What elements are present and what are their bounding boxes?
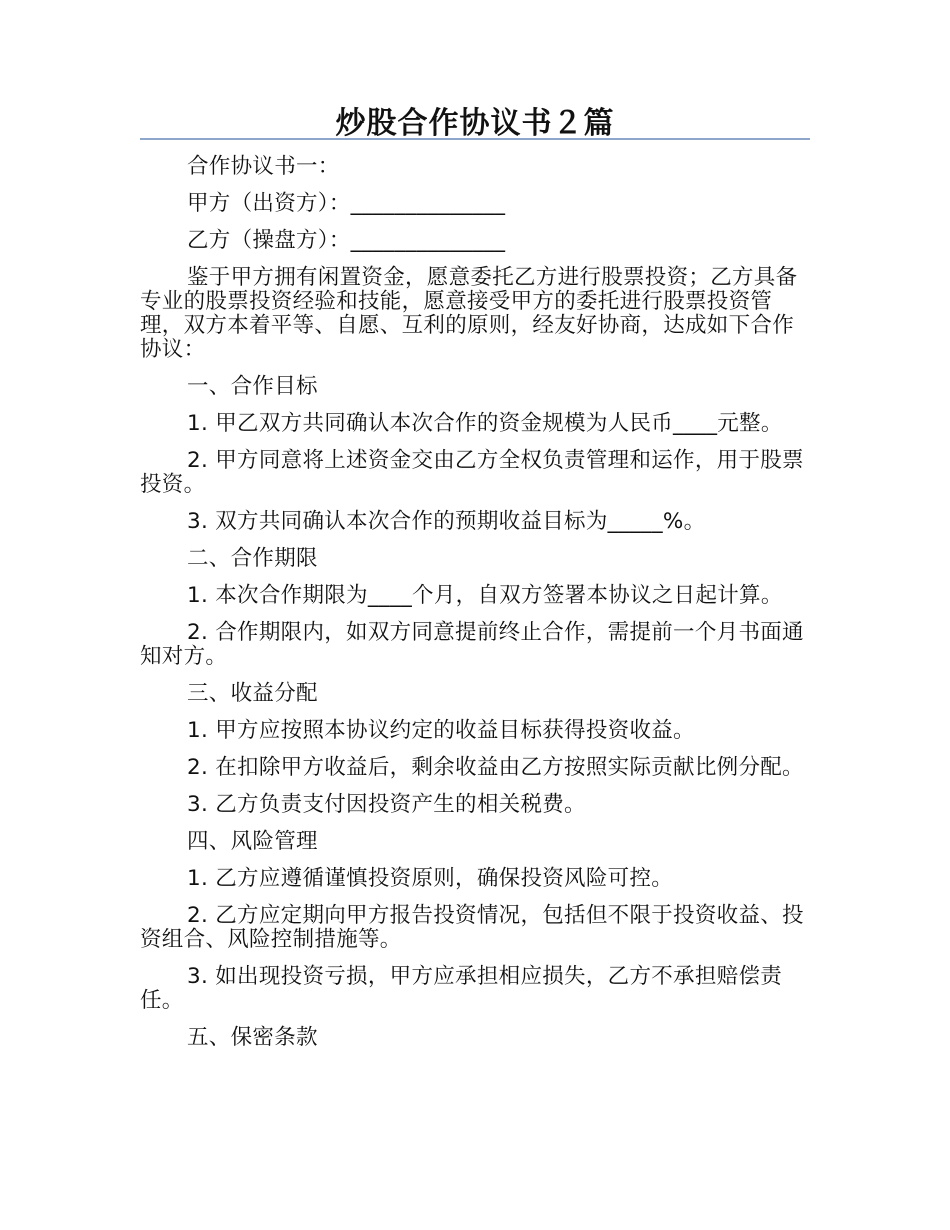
clause-heading: 二、合作期限: [187, 546, 318, 571]
clause-heading: 三、收益分配: [187, 681, 318, 706]
document-body: [140, 155, 810, 1063]
clause-item: 3. 乙方负责支付因投资产生的相关税费。: [187, 792, 586, 817]
clause-heading: 五、保密条款: [187, 1025, 318, 1050]
document-title: 炒股合作协议书２篇: [335, 106, 615, 141]
clause-item: 2. 甲方同意将上述资金交由乙方全权负责管理和运作，用于股票投资。: [140, 448, 804, 497]
title-underline: [140, 138, 810, 140]
party-a-line: 甲方（出资方）：______________: [187, 191, 506, 216]
preamble-paragraph: 鉴于甲方拥有闲置资金，愿意委托乙方进行股票投资；乙方具备专业的股票投资经验和技能，愿意接受甲方的委托进行股票投资管理，双方本着平等、自愿、互利的原则，经友好协商，达成如下合作协议：: [140, 265, 798, 362]
clause-item: 1. 乙方应遵循谨慎投资原则，确保投资风险可控。: [187, 866, 674, 891]
clause-item: 1. 甲方应按照本协议约定的收益目标获得投资收益。: [187, 718, 695, 743]
clause-item: 1. 甲乙双方共同确认本次合作的资金规模为人民币____元整。: [187, 411, 783, 436]
clause-item: 3. 双方共同确认本次合作的预期收益目标为_____%。: [187, 509, 706, 534]
clause-heading: 一、合作目标: [187, 374, 318, 399]
party-b-line: 乙方（操盘方）：______________: [187, 228, 506, 253]
clause-item: 3. 如出现投资亏损，甲方应承担相应损失，乙方不承担赔偿责任。: [140, 964, 783, 1013]
clause-heading: 四、风险管理: [187, 829, 318, 854]
clause-item: 2. 乙方应定期向甲方报告投资情况，包括但不限于投资收益、投资组合、风险控制措施等。: [140, 903, 804, 952]
clause-item: 2. 合作期限内，如双方同意提前终止合作，需提前一个月书面通知对方。: [140, 620, 804, 669]
clause-item: 2. 在扣除甲方收益后，剩余收益由乙方按照实际贡献比例分配。: [187, 755, 804, 780]
clause-item: 1. 本次合作期限为____个月，自双方签署本协议之日起计算。: [187, 583, 783, 608]
section-heading: 合作协议书一：: [187, 154, 340, 179]
